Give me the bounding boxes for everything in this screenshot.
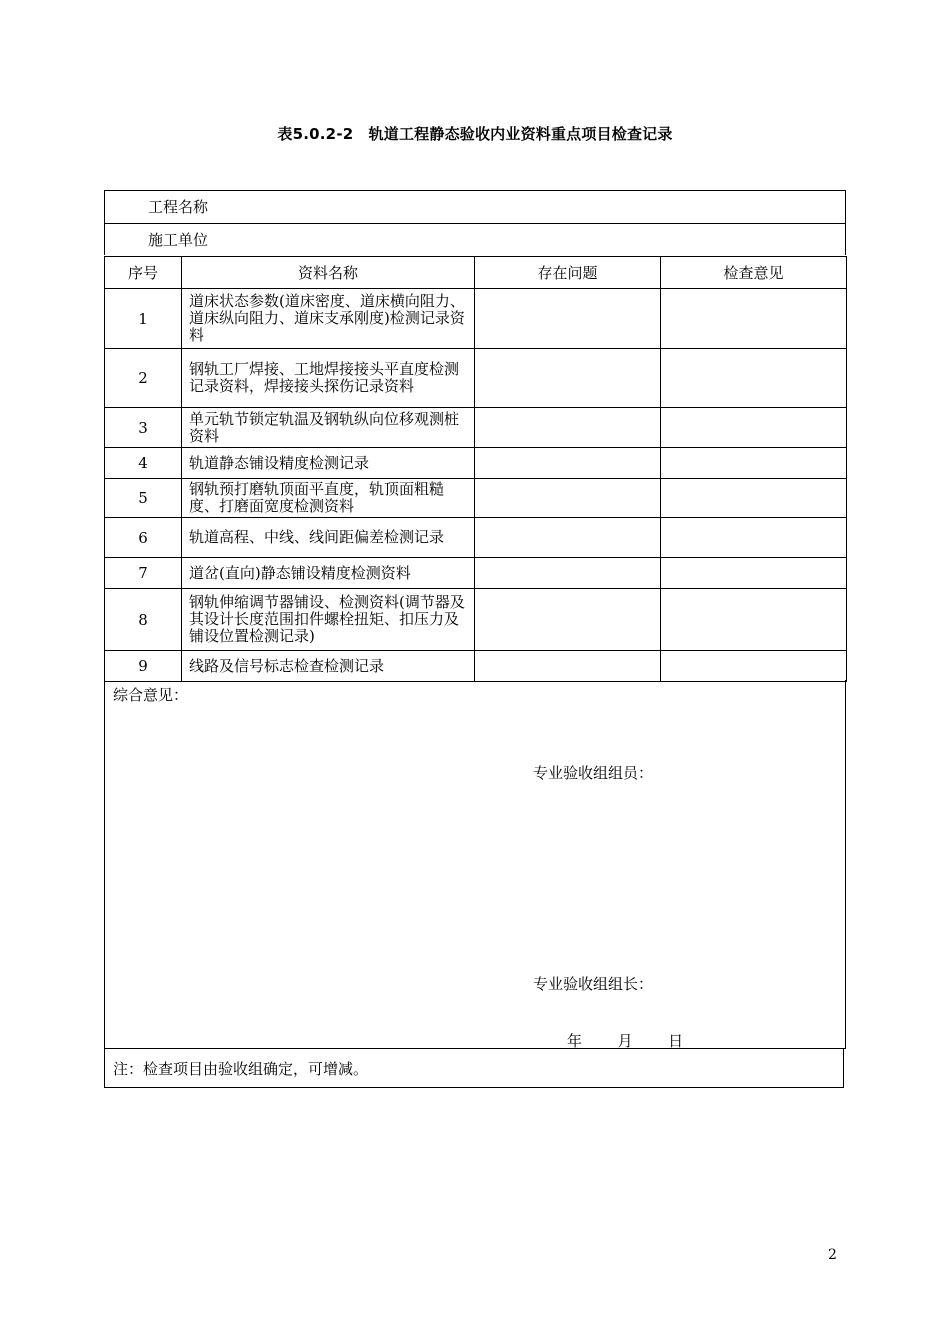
column-header-name: 资料名称	[182, 257, 475, 289]
column-header-issue: 存在问题	[475, 257, 661, 289]
date-month-label: 月	[617, 1032, 633, 1050]
opinion-cell[interactable]	[661, 558, 847, 589]
row-number: 3	[105, 408, 182, 448]
project-info	[104, 190, 846, 255]
contractor-label: 施工单位	[148, 231, 209, 249]
document-name: 轨道静态铺设精度检测记录	[182, 448, 475, 479]
page-title: 表5.0.2-2 轨道工程静态验收内业资料重点项目检查记录	[277, 125, 673, 143]
table-row	[105, 448, 847, 479]
column-header-no: 序号	[105, 257, 182, 289]
page-number: 2	[828, 1247, 837, 1263]
opinion-cell[interactable]	[661, 479, 847, 518]
group-leader-label: 专业验收组组长：	[533, 975, 654, 993]
table-row	[105, 289, 847, 349]
table-row	[105, 651, 847, 682]
document-name: 道岔(直向)静态铺设精度检测资料	[182, 558, 475, 589]
column-header-opinion: 检查意见	[661, 257, 847, 289]
project-name-label: 工程名称	[148, 198, 209, 216]
issue-cell[interactable]	[475, 448, 661, 479]
row-number: 1	[105, 289, 182, 349]
issue-cell[interactable]	[475, 408, 661, 448]
inspection-table	[104, 256, 847, 682]
issue-cell[interactable]	[475, 558, 661, 589]
issue-cell[interactable]	[475, 349, 661, 408]
issue-cell[interactable]	[475, 479, 661, 518]
opinion-cell[interactable]	[661, 289, 847, 349]
table-row	[105, 349, 847, 408]
document-name: 线路及信号标志检查检测记录	[182, 651, 475, 682]
note-text: 注：检查项目由验收组确定，可增减。	[113, 1060, 369, 1078]
table-row	[105, 479, 847, 518]
row-number: 8	[105, 589, 182, 651]
date-day-label: 日	[668, 1032, 684, 1050]
opinion-cell[interactable]	[661, 408, 847, 448]
table-row	[105, 408, 847, 448]
summary-label: 综合意见：	[113, 686, 189, 704]
document-name: 钢轨伸缩调节器铺设、检测资料(调节器及其设计长度范围扣件螺栓扭矩、扣压力及铺设位置检测记录)	[182, 589, 475, 651]
opinion-cell[interactable]	[661, 651, 847, 682]
group-member-label: 专业验收组组员：	[533, 764, 654, 782]
row-number: 5	[105, 479, 182, 518]
contractor-row	[105, 223, 845, 255]
issue-cell[interactable]	[475, 589, 661, 651]
table-header-row	[105, 257, 847, 289]
table-row	[105, 558, 847, 589]
note-row	[104, 1048, 844, 1088]
opinion-cell[interactable]	[661, 448, 847, 479]
project-name-row	[105, 191, 845, 223]
opinion-cell[interactable]	[661, 589, 847, 651]
date-year-label: 年	[567, 1032, 583, 1050]
row-number: 4	[105, 448, 182, 479]
document-name: 钢轨预打磨轨顶面平直度，轨顶面粗糙度、打磨面宽度检测资料	[182, 479, 475, 518]
summary-section[interactable]	[104, 680, 846, 1049]
opinion-cell[interactable]	[661, 349, 847, 408]
row-number: 2	[105, 349, 182, 408]
issue-cell[interactable]	[475, 651, 661, 682]
document-name: 道床状态参数(道床密度、道床横向阻力、道床纵向阻力、道床支承刚度)检测记录资料	[182, 289, 475, 349]
document-name: 轨道高程、中线、线间距偏差检测记录	[182, 518, 475, 558]
issue-cell[interactable]	[475, 289, 661, 349]
opinion-cell[interactable]	[661, 518, 847, 558]
row-number: 6	[105, 518, 182, 558]
document-name: 单元轨节锁定轨温及钢轨纵向位移观测桩资料	[182, 408, 475, 448]
table-row	[105, 518, 847, 558]
row-number: 7	[105, 558, 182, 589]
table-row	[105, 589, 847, 651]
issue-cell[interactable]	[475, 518, 661, 558]
document-name: 钢轨工厂焊接、工地焊接接头平直度检测记录资料，焊接接头探伤记录资料	[182, 349, 475, 408]
row-number: 9	[105, 651, 182, 682]
